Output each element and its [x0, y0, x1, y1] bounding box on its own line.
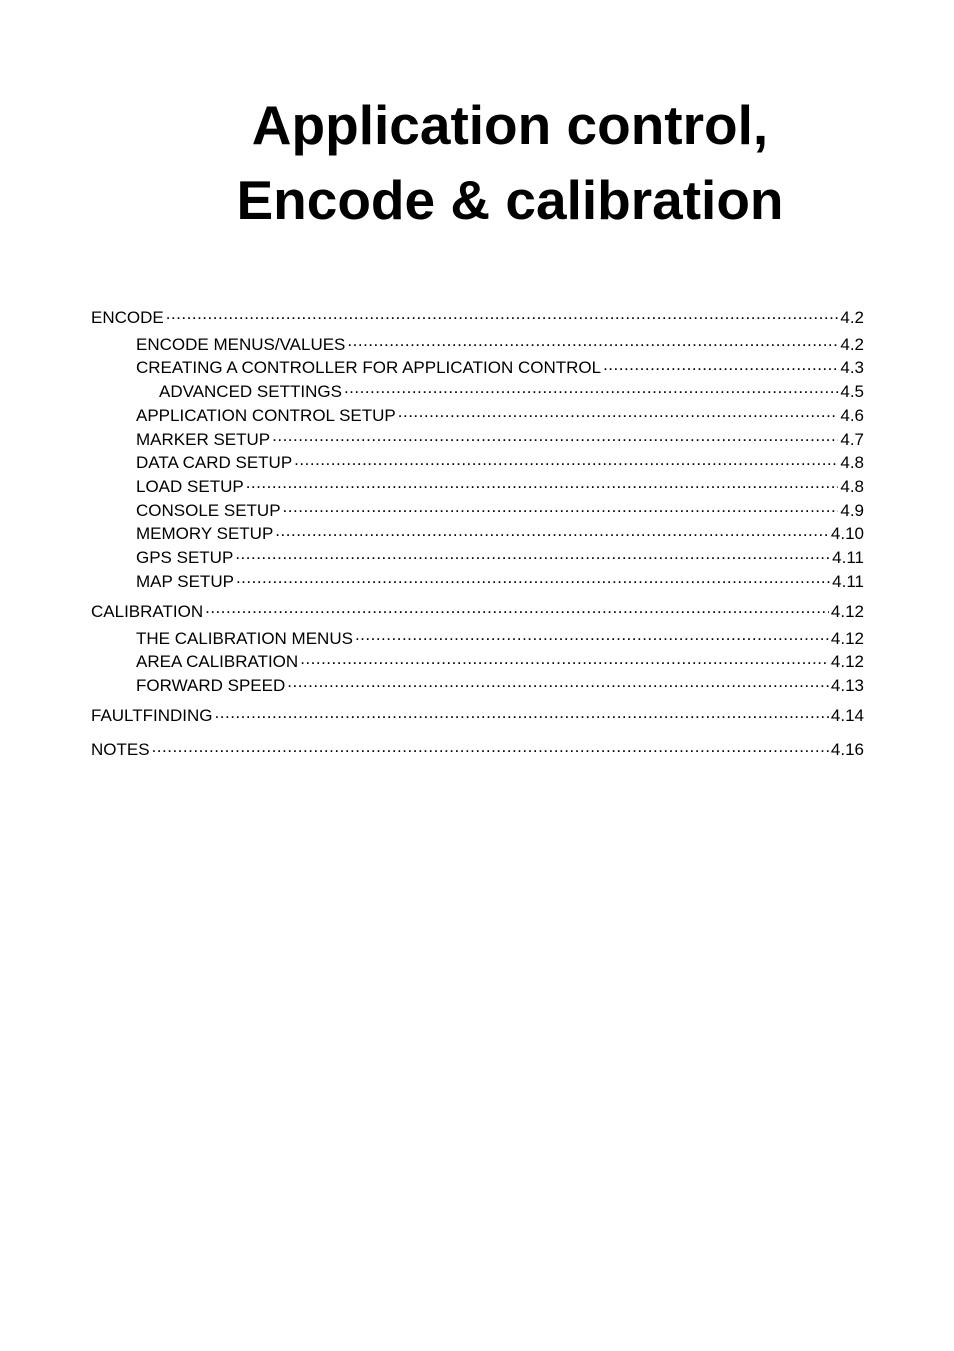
toc-dot-leader [344, 380, 838, 397]
toc-entry-label: CALIBRATION [91, 601, 204, 621]
toc-dot-leader [152, 738, 829, 755]
toc-entry-page: 4.14 [830, 706, 864, 726]
table-of-contents [91, 306, 864, 762]
page-title-line-2: Encode & calibration [236, 169, 784, 231]
toc-dot-leader [300, 650, 829, 667]
page-title-line-1: Application control, [251, 94, 769, 156]
toc-entry-the-calibration-menus[interactable] [91, 627, 864, 651]
toc-entry-page: 4.16 [830, 740, 864, 760]
toc-dot-leader [272, 428, 838, 445]
toc-dot-leader [246, 475, 839, 492]
toc-entry-faultfinding[interactable] [91, 704, 864, 728]
toc-entry-notes[interactable] [91, 738, 864, 762]
toc-entry-calibration[interactable] [91, 600, 864, 624]
toc-entry-memory-setup[interactable] [91, 522, 864, 546]
toc-entry-label: ADVANCED SETTINGS [159, 382, 342, 402]
page-title [0, 88, 954, 238]
toc-entry-label: CREATING A CONTROLLER FOR APPLICATION CONTROL [136, 358, 602, 378]
toc-entry-encode-menus-values[interactable] [91, 333, 864, 357]
toc-entry-label: APPLICATION CONTROL SETUP [136, 405, 396, 425]
toc-entry-page: 4.12 [830, 628, 864, 648]
toc-entry-page: 4.2 [840, 308, 864, 327]
toc-entry-area-calibration[interactable] [91, 650, 864, 674]
toc-entry-data-card-setup[interactable] [91, 451, 864, 475]
toc-entry-console-setup[interactable] [91, 499, 864, 523]
toc-dot-leader [347, 333, 838, 350]
toc-entry-label: THE CALIBRATION MENUS [136, 628, 353, 648]
toc-entry-marker-setup[interactable] [91, 428, 864, 452]
toc-dot-leader [236, 570, 830, 587]
toc-entry-application-control-setup[interactable] [91, 404, 864, 428]
toc-entry-label: CONSOLE SETUP [136, 500, 281, 520]
toc-entry-page: 4.8 [840, 476, 864, 496]
toc-entry-page: 4.10 [830, 524, 864, 544]
toc-entry-label: AREA CALIBRATION [136, 652, 299, 672]
toc-entry-page: 4.5 [840, 382, 864, 402]
toc-entry-label: NOTES [91, 740, 150, 760]
toc-dot-leader [355, 627, 829, 644]
toc-dot-leader [215, 704, 829, 721]
toc-entry-label: MARKER SETUP [136, 429, 271, 449]
toc-dot-leader [283, 499, 839, 516]
toc-entry-page: 4.12 [830, 652, 864, 672]
toc-entry-advanced-settings[interactable] [91, 380, 864, 404]
toc-dot-leader [287, 674, 829, 691]
toc-entry-page: 4.9 [840, 500, 864, 520]
toc-entry-page: 4.6 [840, 405, 864, 425]
toc-entry-label: GPS SETUP [136, 548, 234, 568]
toc-entry-gps-setup[interactable] [91, 546, 864, 570]
toc-dot-leader [398, 404, 839, 421]
toc-entry-page: 4.2 [840, 334, 864, 354]
toc-dot-leader [603, 356, 838, 373]
toc-dot-leader [235, 546, 830, 563]
toc-entry-map-setup[interactable] [91, 570, 864, 594]
toc-entry-creating-a-controller[interactable] [91, 356, 864, 380]
toc-entry-page: 4.7 [840, 429, 864, 449]
toc-entry-label: DATA CARD SETUP [136, 453, 293, 473]
toc-dot-leader [294, 451, 838, 468]
toc-entry-label: MEMORY SETUP [136, 524, 274, 544]
toc-entry-label: ENCODE [91, 308, 164, 327]
toc-entry-page: 4.11 [832, 548, 864, 568]
toc-entry-encode[interactable] [91, 306, 864, 330]
toc-entry-label: ENCODE MENUS/VALUES [136, 334, 346, 354]
toc-entry-page: 4.8 [840, 453, 864, 473]
toc-dot-leader [166, 306, 839, 323]
toc-entry-forward-speed[interactable] [91, 674, 864, 698]
toc-dot-leader [275, 522, 829, 539]
toc-entry-page: 4.3 [840, 358, 864, 378]
toc-dot-leader [205, 600, 829, 617]
toc-entry-page: 4.11 [832, 571, 864, 591]
toc-entry-page: 4.13 [830, 676, 864, 696]
toc-entry-load-setup[interactable] [91, 475, 864, 499]
toc-entry-page: 4.12 [830, 601, 864, 621]
toc-entry-label: FORWARD SPEED [136, 676, 286, 696]
toc-entry-label: LOAD SETUP [136, 476, 244, 496]
toc-entry-label: FAULTFINDING [91, 706, 213, 726]
toc-entry-label: MAP SETUP [136, 571, 234, 591]
